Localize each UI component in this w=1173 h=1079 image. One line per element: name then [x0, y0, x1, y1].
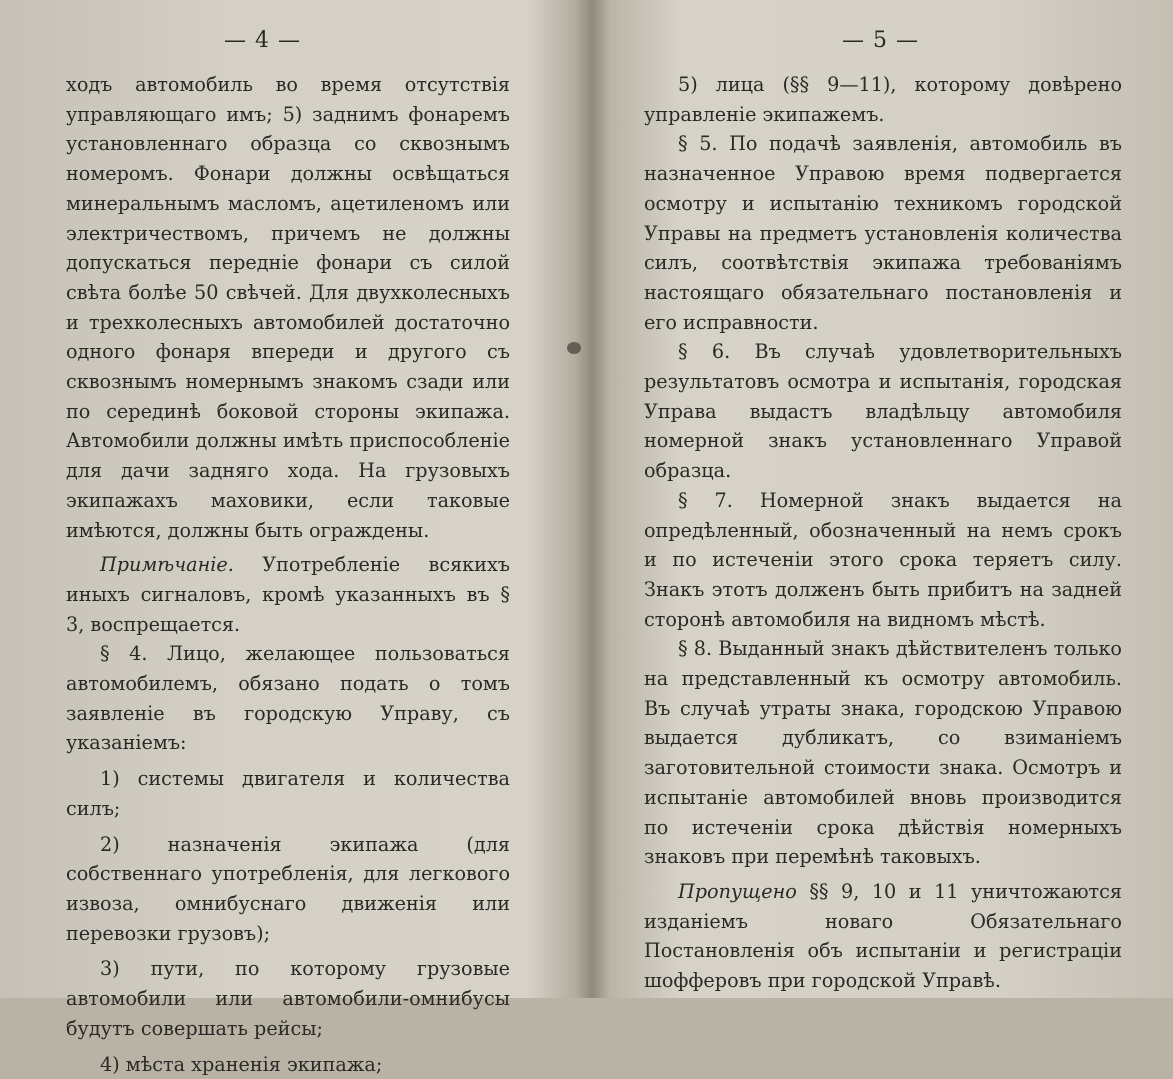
list-item-4: 4) мѣста храненія экипажа; — [66, 1050, 510, 1079]
note-text: Употребленіе всякихъ иныхъ сигналовъ, кромѣ указанныхъ въ § 3, воспрещается. — [66, 553, 510, 635]
note-paragraph — [66, 550, 510, 639]
list-item-3: 3) пути, по которому грузовые автомобили или автомобили-омнибусы будутъ совершать рейсы; — [66, 954, 510, 1043]
section-4-paragraph: § 4. Лицо, желающее пользоваться автомобилемъ, обязано подать о томъ заявленіе въ городскую Управу, съ указаніемъ: — [66, 639, 510, 758]
omitted-paragraph — [644, 877, 1122, 996]
section-5-paragraph: § 5. По подачѣ заявленія, автомобиль въ назначенное Управою время подвергается осмотру и испытанію техникомъ городской Управы на предметъ установленія количества силъ, соотвѣтствія экипажа требованіямъ настоящаго обязательнаго постановленія и его исправности. — [644, 129, 1122, 337]
page-stain — [567, 342, 581, 354]
section-6-paragraph: § 6. Въ случаѣ удовлетворительныхъ результатовъ осмотра и испытанія, городская Управа выдастъ владѣльцу автомобиля номерной знакъ установленнаго Управой образца. — [644, 337, 1122, 486]
section-7-paragraph: § 7. Номерной знакъ выдается на опредѣленный, обозначенный на немъ срокъ и по истеченіи этого срока теряетъ силу. Знакъ этотъ долженъ быть прибитъ на задней сторонѣ автомобиля на видномъ мѣстѣ. — [644, 486, 1122, 635]
paragraph-continuation: ходъ автомобиль во время отсутствія управляющаго имъ; 5) заднимъ фонаремъ установленнаго образца со сквознымъ номеромъ. Фонари должны освѣщаться минеральнымъ масломъ, ацетиленомъ или электричествомъ, причемъ не должны допускаться передніе фонари съ силой свѣта болѣе 50 свѣчей. Для двухколесныхъ и трехколесныхъ автомобилей достаточно одного фонаря впереди и другого съ сквознымъ номернымъ знакомъ сзади или по серединѣ боковой стороны экипажа. Автомобили должны имѣть приспособленіе для дачи задняго хода. На грузовыхъ экипажахъ маховики, если таковые имѣются, должны быть ограждены. — [66, 70, 510, 545]
left-page-text — [66, 70, 510, 1079]
note-label: Примѣчаніе. — [100, 553, 234, 576]
left-page — [0, 0, 580, 998]
list-item-5: 5) лица (§§ 9—11), которому довѣрено управленіе экипажемъ. — [644, 70, 1122, 129]
list-item-1: 1) системы двигателя и количества силъ; — [66, 764, 510, 823]
right-page — [590, 0, 1173, 998]
page-number-right: — 5 — — [842, 28, 919, 53]
list-item-2: 2) назначенія экипажа (для собственнаго употребленія, для легкового извоза, омнибуснаго движенія или перевозки грузовъ); — [66, 830, 510, 949]
section-8-paragraph: § 8. Выданный знакъ дѣйствителенъ только на представленный къ осмотру автомобиль. Въ случаѣ утраты знака, городскою Управою выдается дубликатъ, со взиманіемъ заготовительной стоимости знака. Осмотръ и испытаніе автомобилей вновь производится по истеченіи срока дѣйствія номерныхъ знаковъ при перемѣнѣ таковыхъ. — [644, 634, 1122, 872]
right-page-text — [644, 70, 1122, 996]
page-number-left: — 4 — — [224, 28, 301, 53]
omitted-label: Пропущено — [678, 880, 797, 903]
omitted-text: §§ 9, 10 и 11 уничтожаются изданіемъ новаго Обязательнаго Постановленія объ испытаніи и регистраціи шофферовъ при городской Управѣ. — [644, 880, 1122, 992]
